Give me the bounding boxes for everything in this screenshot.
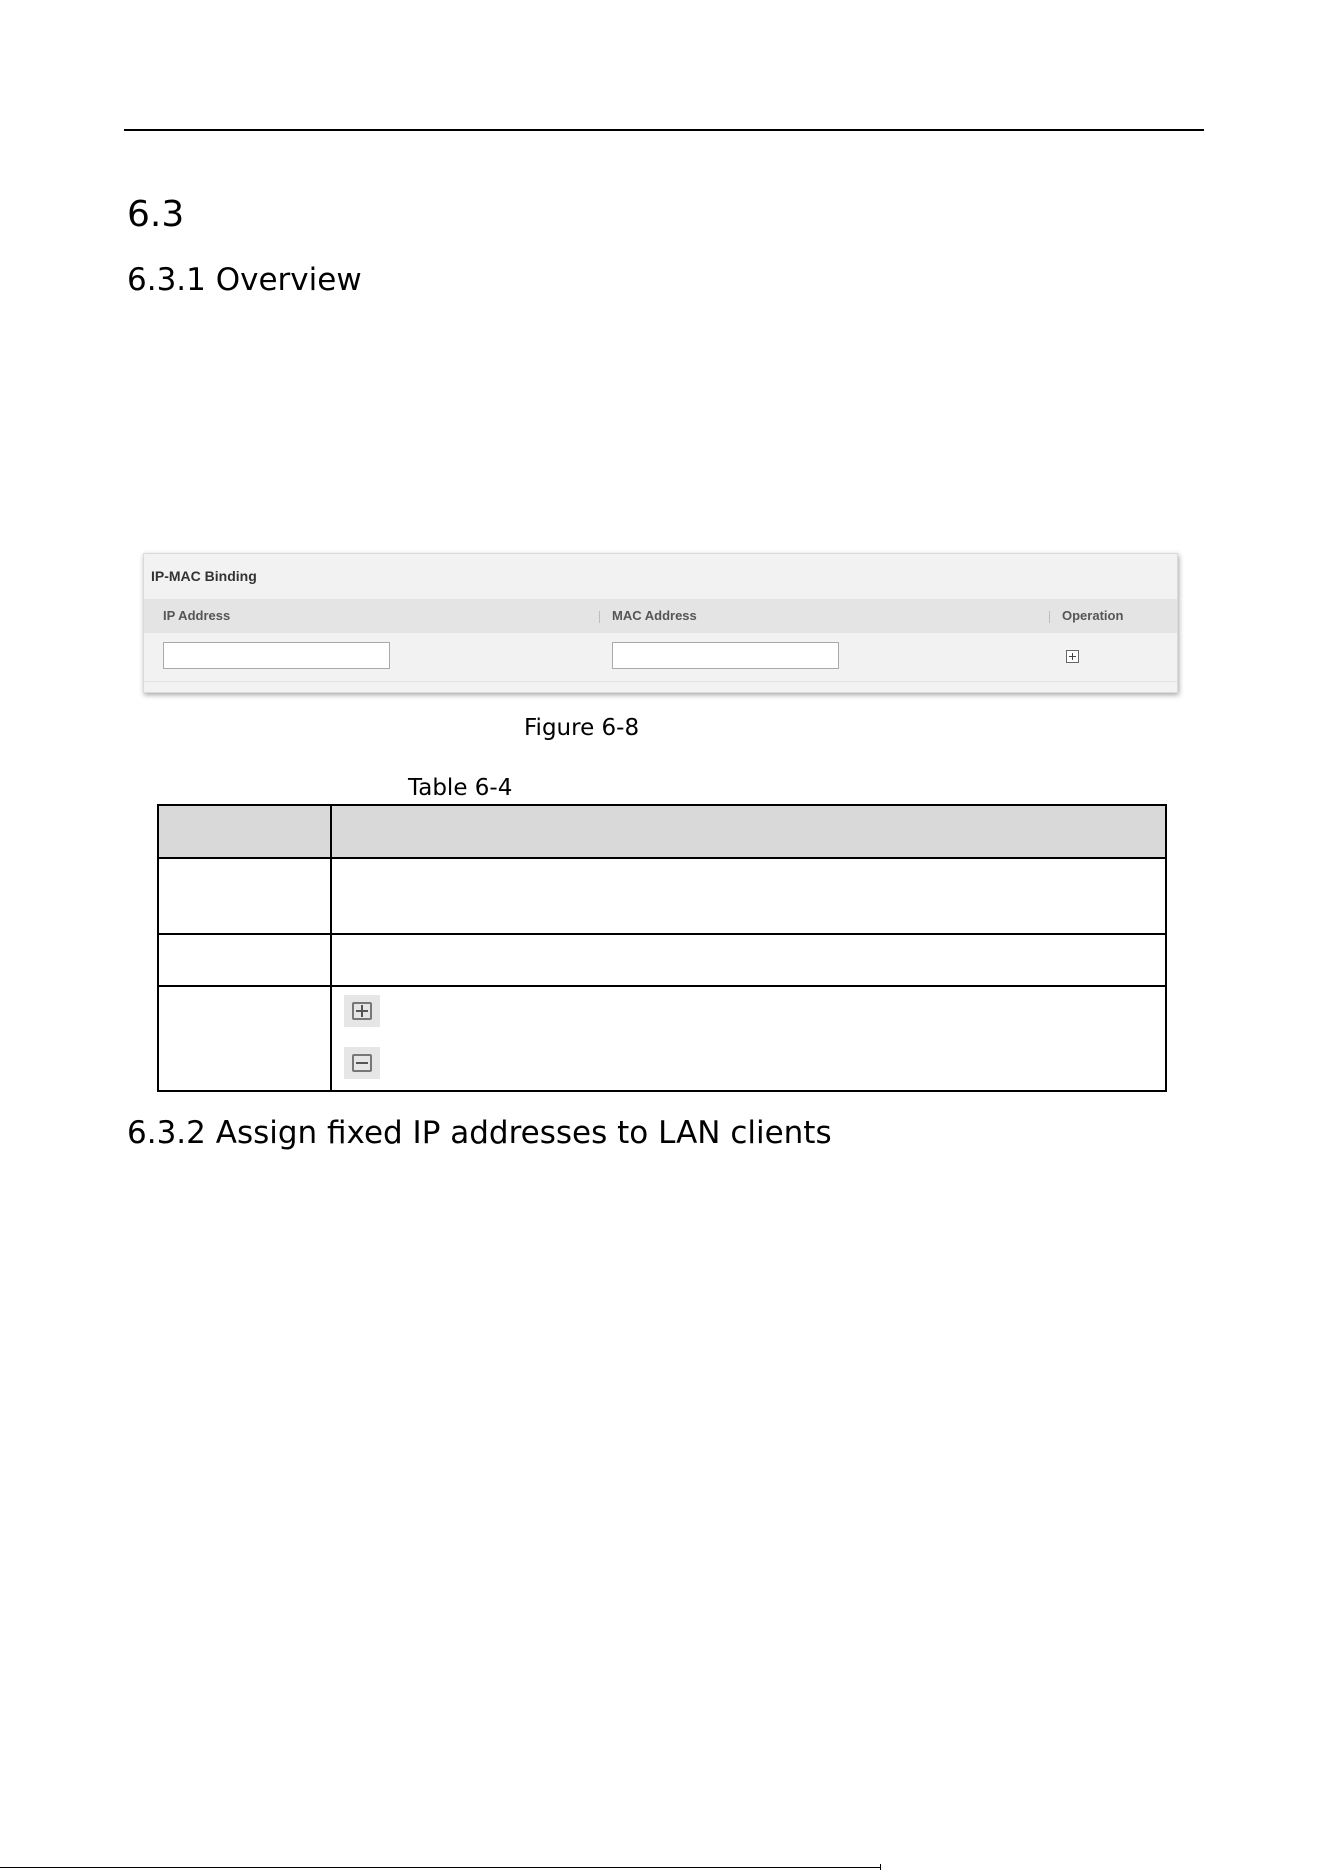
table-row-divider xyxy=(159,857,1165,859)
section-heading: 6.3 xyxy=(127,194,185,235)
figure-caption: Figure 6-8 xyxy=(524,715,640,741)
column-separator xyxy=(599,611,600,623)
mac-address-input[interactable] xyxy=(612,642,839,669)
column-separator xyxy=(1049,611,1050,623)
footer-rule xyxy=(0,1867,880,1868)
minus-square-icon xyxy=(344,1047,380,1079)
table-column-divider xyxy=(330,806,332,1090)
ip-address-input[interactable] xyxy=(163,642,390,669)
subsection-heading-assign-fixed-ip: 6.3.2 Assign fixed IP addresses to LAN clients xyxy=(127,1115,832,1151)
table-row-divider xyxy=(159,985,1165,987)
column-header-operation: Operation xyxy=(1062,608,1124,623)
table-caption: Table 6-4 xyxy=(408,775,513,801)
panel-row-divider xyxy=(144,681,1177,682)
header-rule xyxy=(124,129,1204,131)
subsection-heading-overview: 6.3.1 Overview xyxy=(127,262,362,298)
plus-square-icon xyxy=(344,995,380,1027)
plus-square-icon[interactable] xyxy=(1066,650,1079,663)
table-header-row xyxy=(159,806,1165,857)
column-header-mac-address: MAC Address xyxy=(612,608,697,623)
parameter-table xyxy=(157,804,1167,1092)
column-header-ip-address: IP Address xyxy=(163,608,231,623)
panel-title: IP-MAC Binding xyxy=(151,568,257,584)
table-row-divider xyxy=(159,933,1165,935)
panel-table-header xyxy=(144,599,1177,633)
footer-tick xyxy=(880,1864,881,1870)
ip-mac-binding-panel xyxy=(143,553,1178,693)
